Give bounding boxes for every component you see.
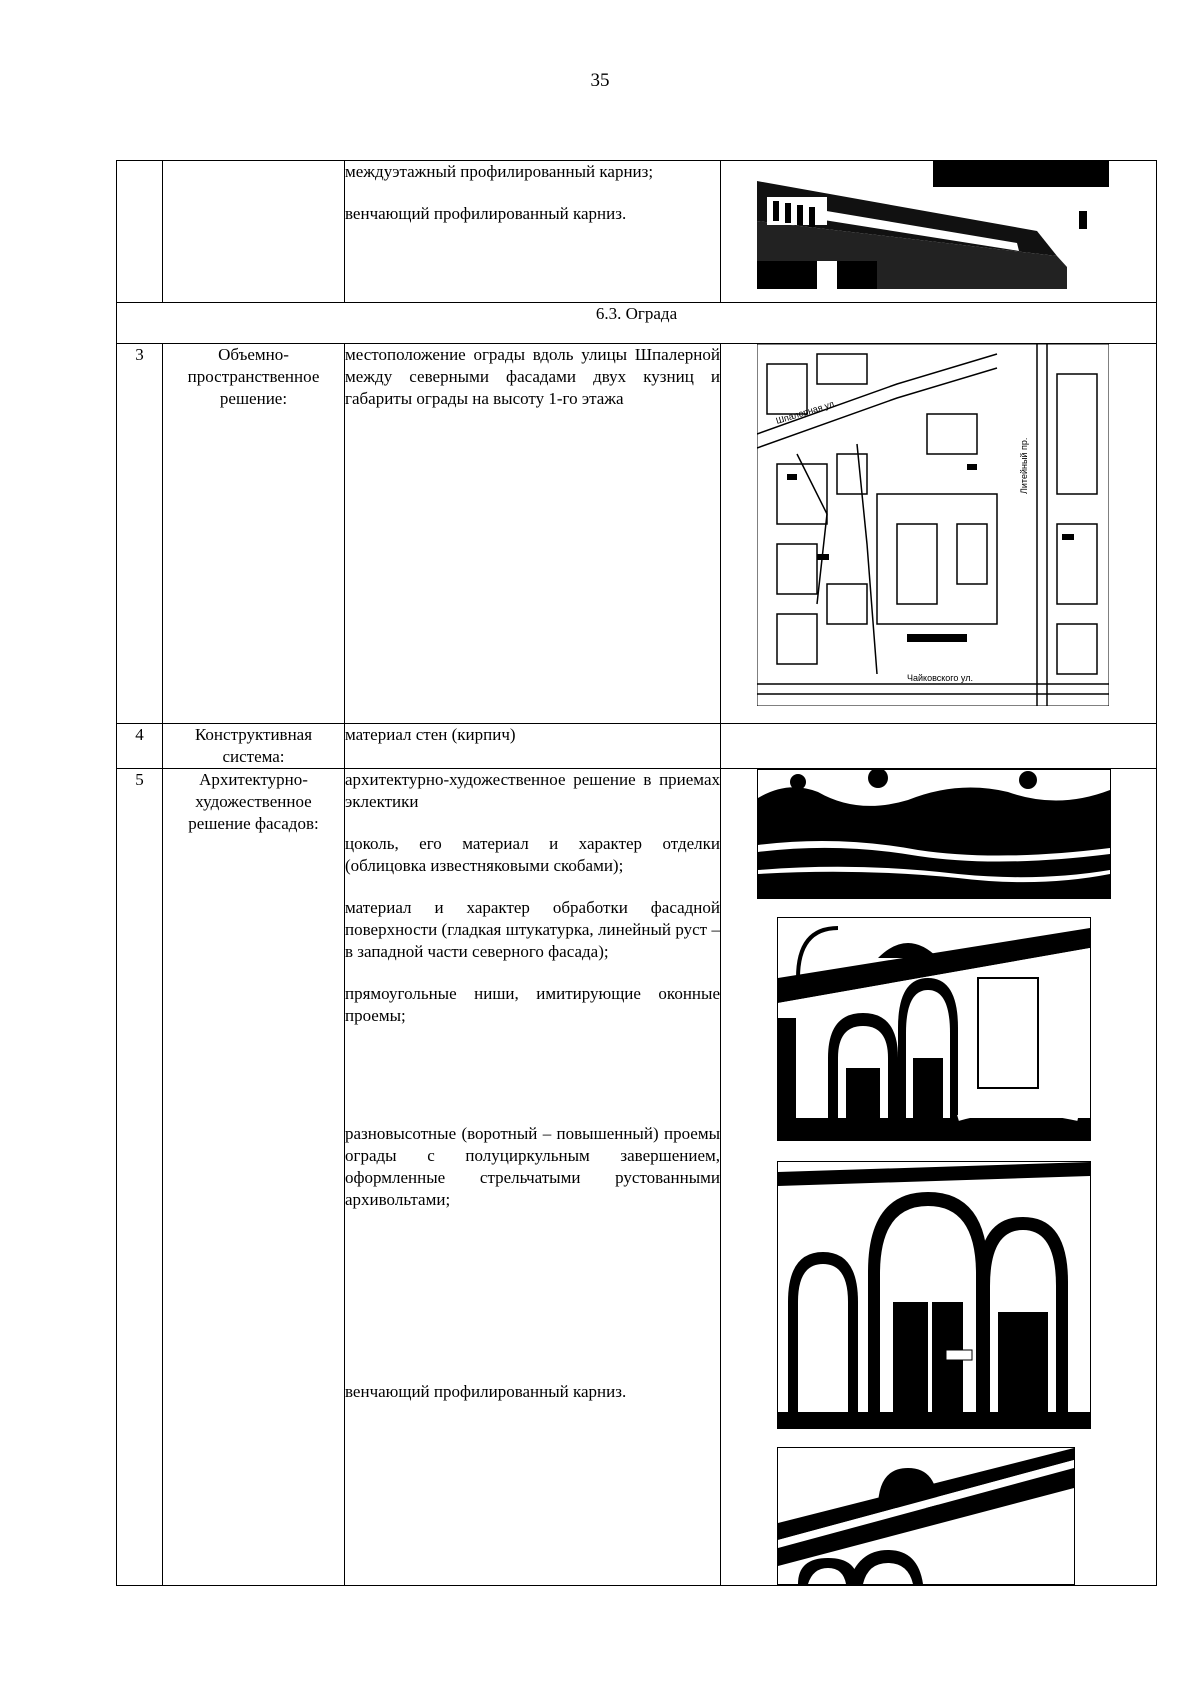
text-facade-surface: материал и характер обработки фасадной поверхности (гладкая штукатурка, линейный руст – в западной части северного фасада); (345, 898, 720, 961)
row-image-cell (721, 161, 1157, 303)
facade-photo (777, 917, 1091, 1141)
table-row-cornice (117, 161, 1157, 303)
map-label-liteyny: Литейный пр. (1019, 437, 1029, 494)
section-title: 6.3. Ограда (117, 303, 1157, 344)
row-number: 5 (117, 769, 163, 1586)
cornice-photo (757, 161, 1109, 289)
row-description-cell (345, 769, 721, 1586)
text-niches: прямоугольные ниши, имитирующие оконные проемы; (345, 984, 720, 1025)
row-number: 4 (117, 724, 163, 769)
row-image-cell (721, 344, 1157, 724)
table-row-3 (117, 344, 1157, 724)
row-label: Архитектурно-художественное решение фасадов: (163, 769, 345, 1586)
row-image-cell (721, 724, 1157, 769)
text-interfloor-cornice: междуэтажный профилированный карниз; (345, 162, 654, 181)
row-description: местоположение ограды вдоль улицы Шпалерной между северными фасадами двух кузниц и габариты ограды на высоту 1-го этажа (345, 344, 721, 724)
table-row-5 (117, 769, 1157, 1586)
plinth-photo (757, 769, 1111, 899)
gates-photo (777, 1161, 1091, 1429)
row-image-cell (721, 769, 1157, 1586)
text-crowning-cornice: венчающий профилированный карниз. (345, 204, 627, 223)
text-plinth: цоколь, его материал и характер отделки (облицовка известняковыми скобами); (345, 834, 720, 875)
row-label: Объемно-пространственное решение: (163, 344, 345, 724)
site-map (757, 344, 1109, 706)
row-description-cell (345, 161, 721, 303)
text-crowning-cornice: венчающий профилированный карниз. (345, 1382, 627, 1401)
section-row (117, 303, 1157, 344)
row-label: Конструктивная система: (163, 724, 345, 769)
map-label-chaikovskogo: Чайковского ул. (907, 673, 973, 683)
text-openings: разновысотные (воротный – повышенный) проемы ограды с полуциркульным завершением, оформленные стрельчатыми рустованными архивольтами; (345, 1124, 720, 1209)
map-label-shpalernaya: Шпалерная ул. (774, 397, 838, 426)
crowning-cornice-photo (777, 1447, 1075, 1585)
page-number: 35 (590, 70, 610, 91)
monument-table (116, 160, 1157, 1586)
row-number: 3 (117, 344, 163, 724)
row-number-cell (117, 161, 163, 303)
text-eclectic-style: архитектурно-художественное решение в приемах эклектики (345, 770, 720, 811)
row-description: материал стен (кирпич) (345, 724, 721, 769)
row-label-cell (163, 161, 345, 303)
table-row-4 (117, 724, 1157, 769)
